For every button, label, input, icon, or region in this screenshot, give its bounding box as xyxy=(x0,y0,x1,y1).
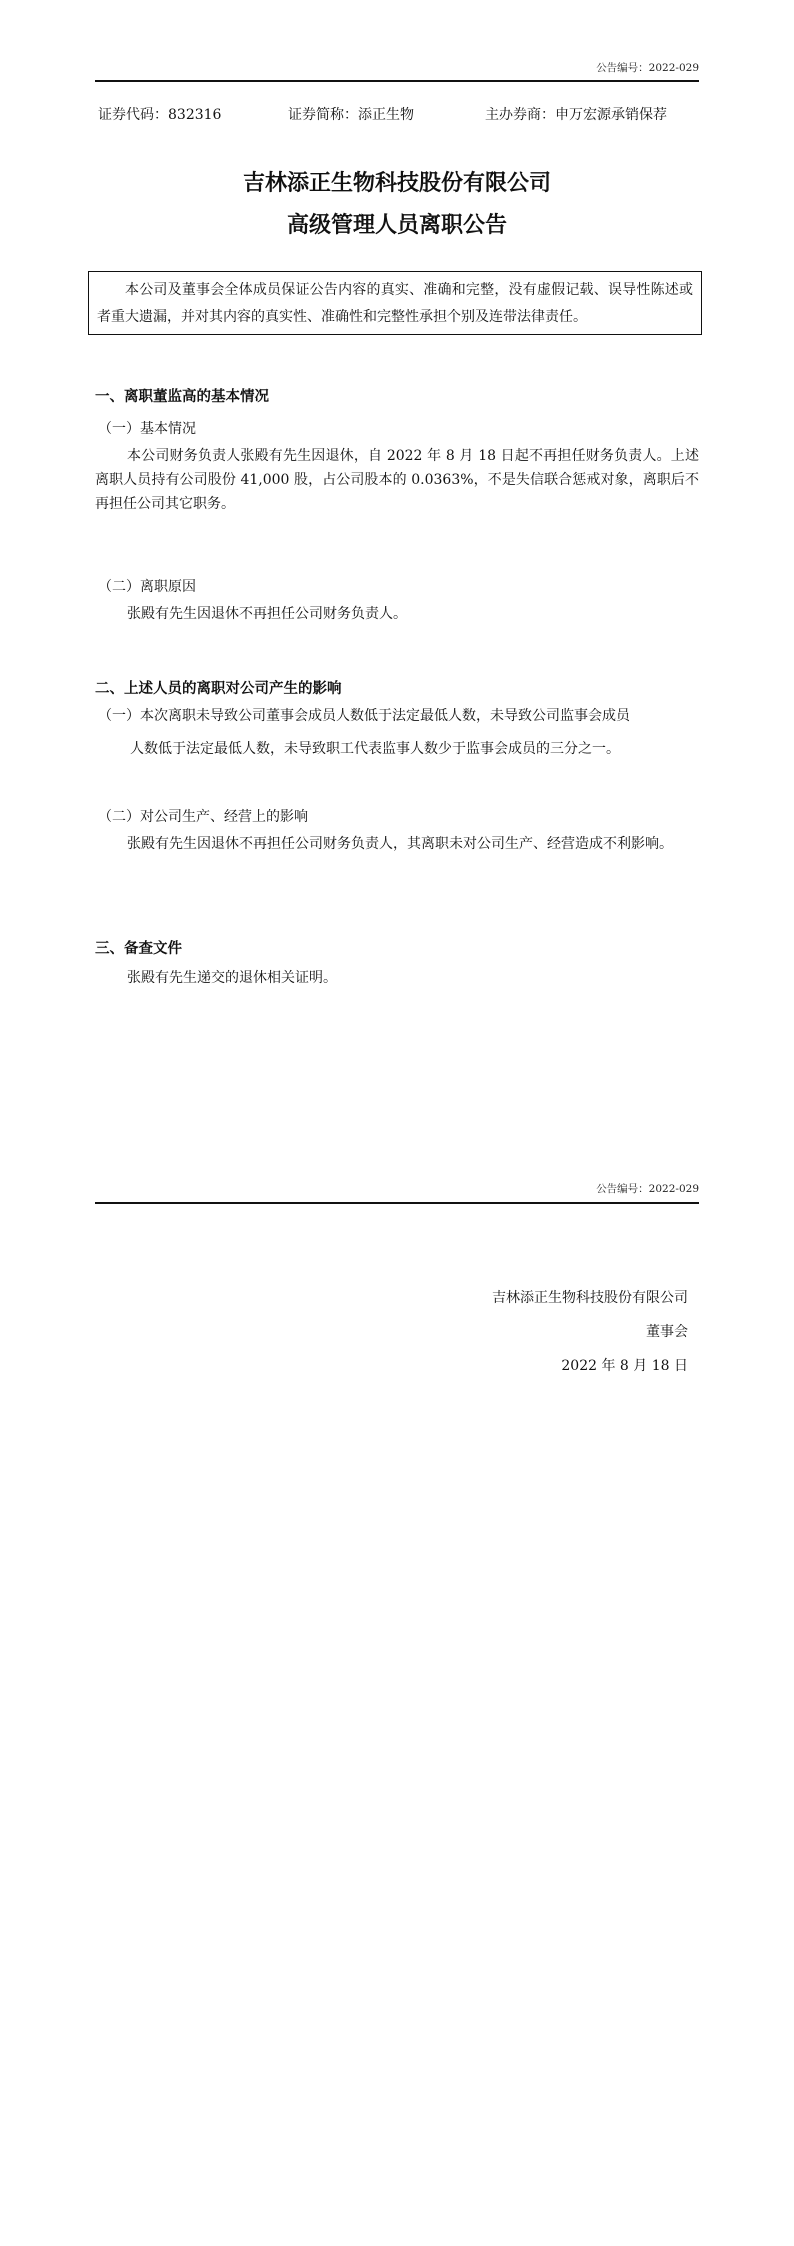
notice-number: 公告编号：2022-029 xyxy=(596,62,699,74)
section-1-sub2-heading: （二）离职原因 xyxy=(98,579,196,595)
declaration-box xyxy=(88,271,702,335)
section-2-item1-line2: 人数低于法定最低人数，未导致职工代表监事人数少于监事会成员的三分之一。 xyxy=(130,741,620,757)
section-1-heading: 一、离职董监高的基本情况 xyxy=(95,388,269,405)
section-1-sub2-paragraph xyxy=(95,602,699,626)
section-2-sub2-heading: （二）对公司生产、经营上的影响 xyxy=(98,809,308,825)
section-3-paragraph xyxy=(95,966,699,990)
security-code: 证券代码：832316 xyxy=(98,107,222,123)
section-3-heading: 三、备查文件 xyxy=(95,940,182,957)
section-2-item1 xyxy=(98,700,698,766)
section-2-item1-line1: （一）本次离职未导致公司董事会成员人数低于法定最低人数，未导致公司监事会成员 xyxy=(98,708,630,724)
section-1-sub2-text: 张殿有先生因退休不再担任公司财务负责人。 xyxy=(127,606,407,622)
signature-board: 董事会 xyxy=(646,1324,688,1340)
section-1-sub1-heading: （一）基本情况 xyxy=(98,421,196,437)
section-2-sub2-text: 张殿有先生因退休不再担任公司财务负责人，其离职未对公司生产、经营造成不利影响。 xyxy=(127,836,673,852)
sponsor: 主办券商：申万宏源承销保荐 xyxy=(485,107,667,123)
section-1-sub1-paragraph xyxy=(95,444,699,516)
notice-number-page-2: 公告编号：2022-029 xyxy=(596,1183,699,1195)
header-rule xyxy=(95,80,699,82)
signature-block xyxy=(492,1281,688,1383)
section-3-text: 张殿有先生递交的退休相关证明。 xyxy=(127,970,337,986)
company-title: 吉林添正生物科技股份有限公司 xyxy=(242,170,551,196)
security-short-name: 证券简称：添正生物 xyxy=(288,107,414,123)
header-rule-page-2 xyxy=(95,1202,699,1204)
signature-company: 吉林添正生物科技股份有限公司 xyxy=(492,1290,688,1306)
signature-date: 2022 年 8 月 18 日 xyxy=(561,1358,688,1374)
section-1-sub1-text: 本公司财务负责人张殿有先生因退休，自 2022 年 8 月 18 日起不再担任财务负责人。上述离职人员持有公司股份 41,000 股，占公司股本的 0.0363%，不是失信联合惩戒对象，离职后不再担任公司其它职务。 xyxy=(95,448,699,512)
section-2-heading: 二、上述人员的离职对公司产生的影响 xyxy=(95,680,342,697)
declaration-text: 本公司及董事会全体成员保证公告内容的真实、准确和完整，没有虚假记载、误导性陈述或者重大遗漏，并对其内容的真实性、准确性和完整性承担个别及连带法律责任。 xyxy=(97,282,693,325)
announcement-title: 高级管理人员离职公告 xyxy=(286,212,507,238)
section-2-sub2-paragraph xyxy=(95,832,699,856)
